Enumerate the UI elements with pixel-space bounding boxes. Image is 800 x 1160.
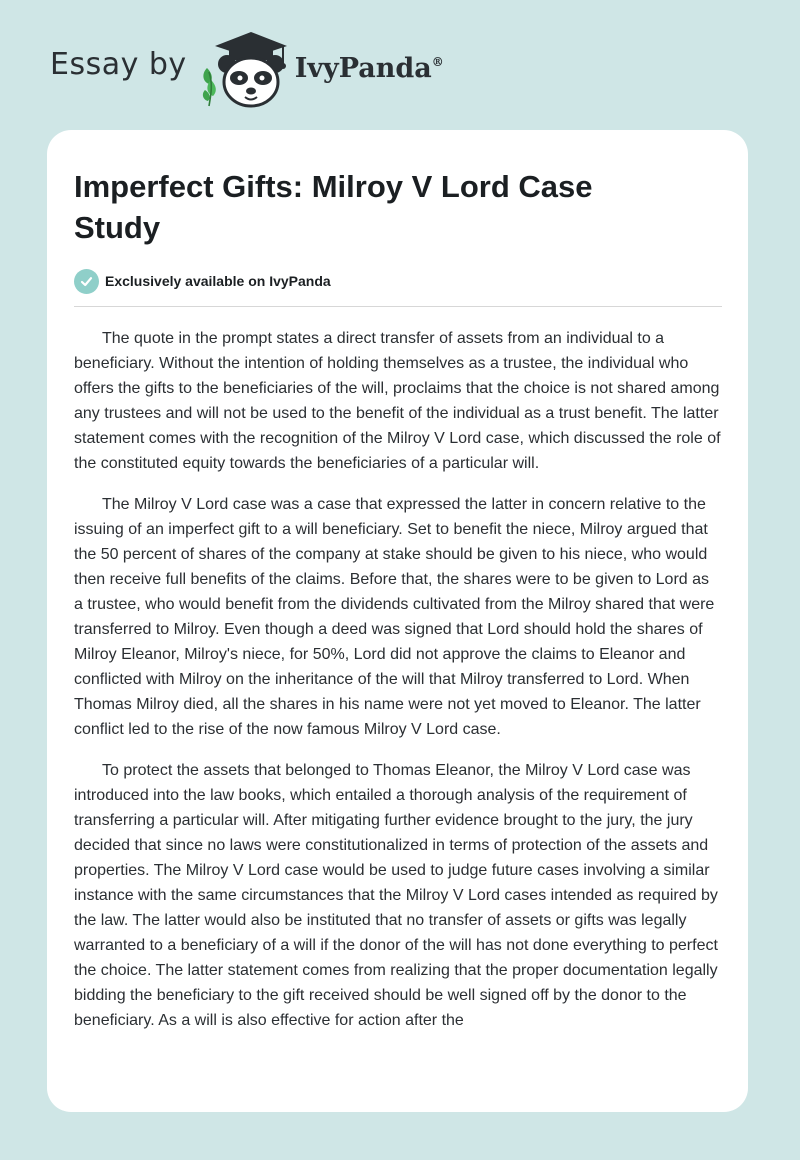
paragraph-3: To protect the assets that belonged to Thomas Eleanor, the Milroy V Lord case was introduced into the law books, which entailed a thorough analysis of the requirement of transferring a particular will. After mitigating further evidence brought to the jury, the jury decided that since no laws were constitutionalized in terms of protection of the assets and properties. The Milroy V Lord case would be used to judge future cases involving a similar instance with the same circumstances that the Milroy V Lord cases intended as required by the law. The latter would also be instituted that no transfer of assets or gifts was legally warranted to a beneficiary of a will if the donor of the will has not done everything to perfect the choice. The latter statement comes from realizing that the proper documentation legally bidding the beneficiary to the gift received should be well signed off by the donor to the beneficiary. As a will is also effective for action after the [74, 762, 718, 1029]
ivypanda-logo-icon[interactable] [199, 28, 291, 110]
essay-title: Imperfect Gifts: Milroy V Lord Case Study [74, 169, 593, 245]
registered-mark: ® [431, 54, 444, 69]
essay-card [47, 130, 748, 1112]
paragraph-2: The Milroy V Lord case was a case that expressed the latter in concern relative to the issuing of an imperfect gift to a will beneficiary. Set to benefit the niece, Milroy argued that the 50 percent of shares of the company at stake should be given to his niece, who would then receive full benefits of the claims. Before that, the shares were to be given to Lord as a trustee, who would benefit from the dividends cultivated from the Milroy shared that were transferred to Milroy. Even though a deed was signed that Lord should hold the shares of Milroy Eleanor, Milroy's niece, for 50%, Lord did not approve the claims to Eleanor and conflicted with Milroy on the inheritance of the will that Milroy transferred to Lord. When Thomas Milroy died, all the shares in his name were not yet moved to Eleanor. The latter conflict led to the rise of the now famous Milroy V Lord case. [74, 496, 715, 738]
exclusive-badge [74, 268, 722, 294]
exclusive-badge-text: Exclusively available on IvyPanda [105, 273, 331, 289]
site-header [50, 28, 444, 110]
check-circle-icon [74, 269, 99, 294]
essay-by-label: Essay by [50, 46, 187, 82]
brand-name[interactable]: IvyPanda® [294, 52, 444, 84]
divider [74, 306, 722, 307]
paragraph-1: The quote in the prompt states a direct transfer of assets from an individual to a beneficiary. Without the intention of holding themselves as a trustee, the individual who offers the gifts to the beneficiaries of the will, proclaims that the choice is not shared among any trustees and will not be used to the benefit of the individual as a trust benefit. The latter statement comes with the recognition of the Milroy V Lord case, which discussed the role of the constituted equity towards the beneficiaries of a particular will. [74, 330, 721, 472]
essay-body [74, 326, 722, 1033]
